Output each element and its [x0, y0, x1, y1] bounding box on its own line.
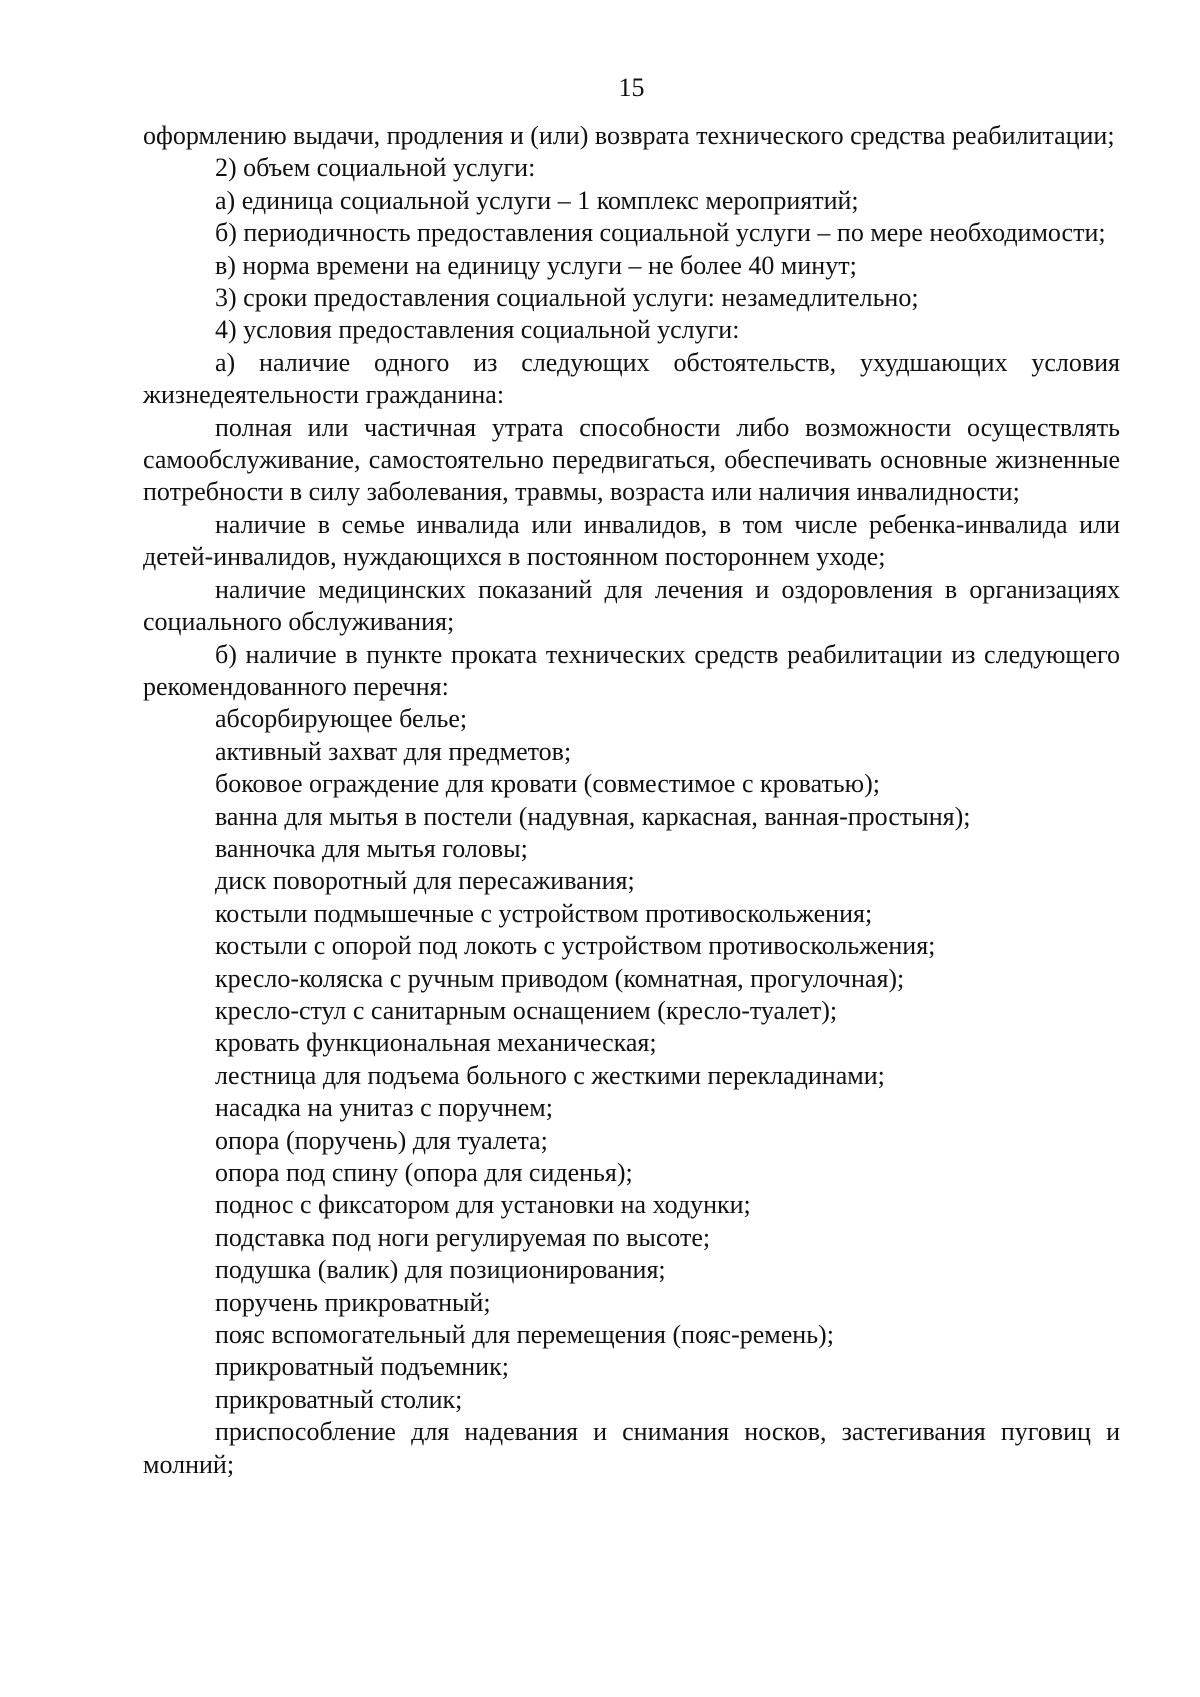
list-item: прикроватный столик;	[215, 1384, 463, 1414]
list-item: приспособление для надевания и снимания носков, застегивания пуговиц и молний;	[143, 1417, 1120, 1479]
list-item: костыли подмышечные с устройством противоскольжения;	[215, 898, 873, 928]
list-item: кровать функциональная механическая;	[215, 1028, 657, 1058]
list-item: опора (поручень) для туалета;	[215, 1125, 548, 1155]
list-item: активный захват для предметов;	[215, 736, 572, 766]
list-item: ванночка для мытья головы;	[215, 833, 528, 863]
list-item: боковое ограждение для кровати (совместимое с кроватью);	[215, 769, 880, 799]
paragraph: полная или частичная утрата способности либо возможности осуществлять самообслуживание, самостоятельно передвигаться, обеспечивать основные жизненные потребности в силу заболевания, травмы, возраста или наличия инвалидности;	[143, 412, 1120, 507]
paragraph: оформлению выдачи, продления и (или) возврата технического средства реабилитации;	[143, 121, 1115, 150]
page-number: 15	[618, 73, 645, 102]
paragraph: а) единица социальной услуги – 1 комплекс мероприятий;	[215, 185, 859, 215]
paragraph: 2) объем социальной услуги:	[215, 153, 536, 183]
paragraph: наличие в семье инвалида или инвалидов, в том числе ребенка-инвалида или детей-инвалидов, нуждающихся в постоянном постороннем уходе;	[143, 509, 1120, 572]
paragraph: 3) сроки предоставления социальной услуги: незамедлительно;	[215, 283, 919, 313]
document-body	[143, 120, 1120, 1481]
list-item: подставка под ноги регулируемая по высоте;	[215, 1222, 711, 1252]
list-item: опора под спину (опора для сиденья);	[215, 1158, 633, 1187]
paragraph: б) периодичность предоставления социальной услуги – по мере необходимости;	[215, 218, 1106, 248]
list-item: насадка на унитаз с поручнем;	[215, 1093, 553, 1123]
paragraph: а) наличие одного из следующих обстоятельств, ухудшающих условия жизнедеятельности гражданина:	[143, 347, 1120, 410]
list-item: костыли с опорой под локоть с устройством противоскольжения;	[215, 931, 936, 961]
list-item: кресло-коляска с ручным приводом (комнатная, прогулочная);	[215, 963, 905, 993]
list-item: абсорбирующее белье;	[215, 704, 468, 734]
list-item: лестница для подъема больного с жесткими перекладинами;	[215, 1060, 885, 1090]
list-item: диск поворотный для пересаживания;	[215, 866, 635, 896]
list-item: поручень прикроватный;	[215, 1287, 491, 1317]
list-item: поднос с фиксатором для установки на ходунки;	[215, 1190, 751, 1220]
list-item: подушка (валик) для позиционирования;	[215, 1255, 666, 1285]
document-page	[143, 72, 1120, 1481]
list-item: ванна для мытья в постели (надувная, каркасная, ванная-простыня);	[215, 801, 971, 831]
paragraph: наличие медицинских показаний для лечения и оздоровления в организациях социального обслуживания;	[143, 574, 1120, 637]
paragraph: в) норма времени на единицу услуги – не более 40 минут;	[215, 250, 857, 280]
list-item: кресло-стул с санитарным оснащением (кресло-туалет);	[215, 995, 838, 1025]
paragraph: б) наличие в пункте проката технических средств реабилитации из следующего рекомендованного перечня:	[143, 639, 1120, 701]
list-item: прикроватный подъемник;	[215, 1352, 509, 1382]
list-item: пояс вспомогательный для перемещения (пояс-ремень);	[215, 1320, 834, 1350]
paragraph: 4) условия предоставления социальной услуги:	[215, 315, 740, 345]
